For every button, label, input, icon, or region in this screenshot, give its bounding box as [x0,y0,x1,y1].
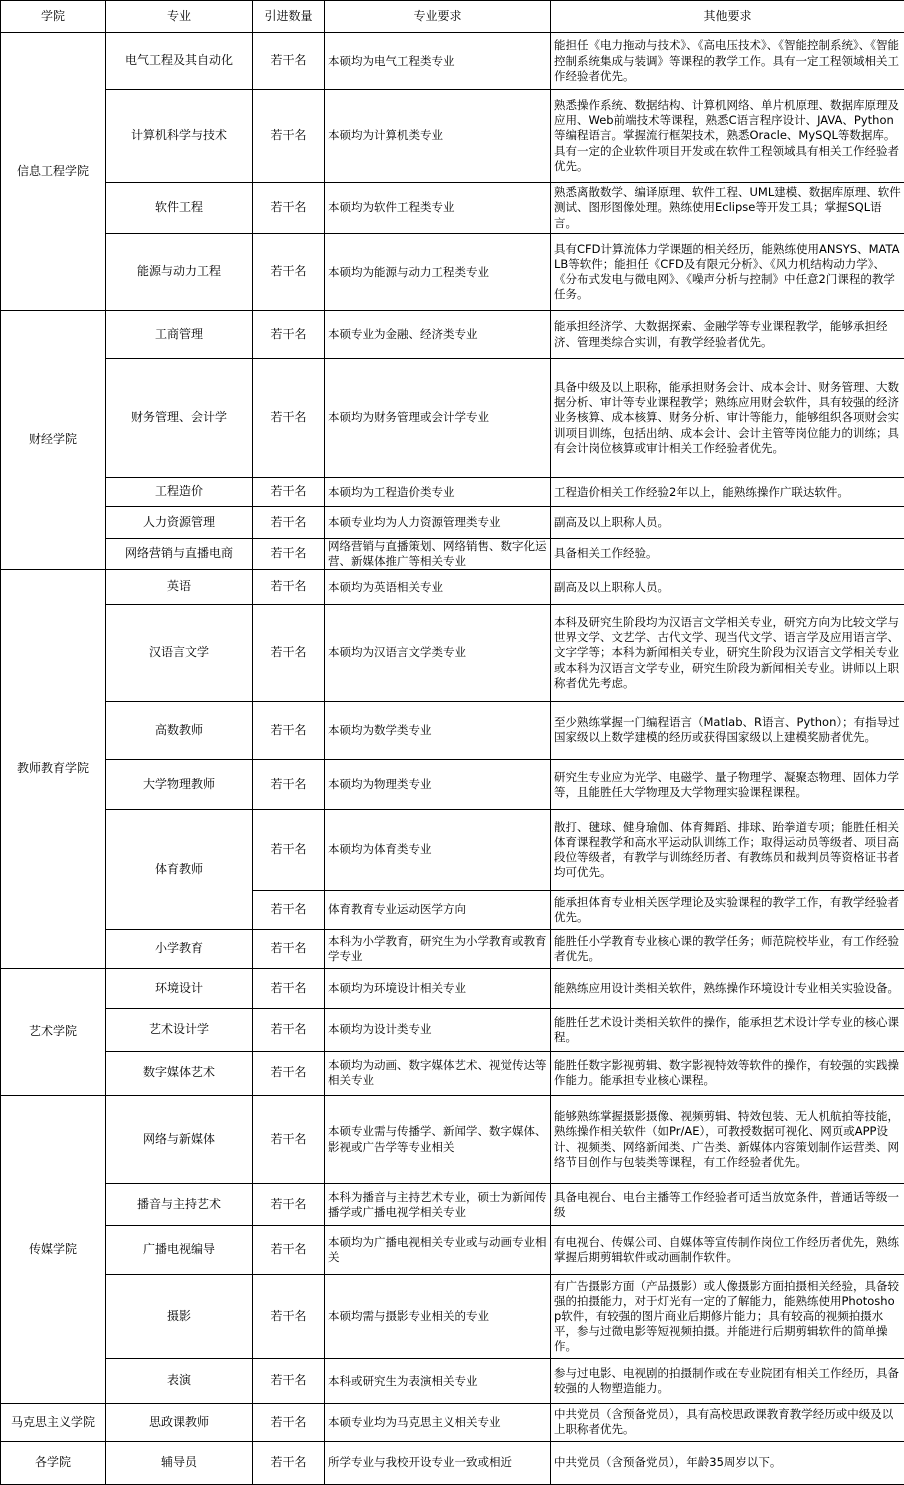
table-row [1,1051,904,1095]
count-cell: 若干名 [253,478,325,507]
table-row [1,1226,904,1274]
header-major-requirement: 专业要求 [325,1,551,33]
table-row [1,570,904,605]
major-requirement-cell: 所学专业与我校开设专业一致或相近 [325,1441,551,1484]
major-requirement-cell: 本硕专业为金融、经济类专业 [325,311,551,358]
other-requirement-cell: 至少熟练掌握一门编程语言（Matlab、R语言、Python）；有指导过国家级以上数学建模的经历或获得国家级以上建模奖励者优先。 [551,701,904,759]
major-cell: 英语 [106,570,253,605]
major-cell: 体育教师 [106,810,253,930]
count-cell: 若干名 [253,810,325,890]
count-cell: 若干名 [253,1009,325,1051]
header-other-requirement: 其他要求 [551,1,904,33]
table-row [1,182,904,233]
major-requirement-cell: 本硕均为英语相关专业 [325,570,551,605]
major-cell: 摄影 [106,1274,253,1358]
header-row [1,1,904,33]
other-requirement-cell: 能胜任数字影视剪辑、数字影视特效等软件的操作，有较强的实践操作能力。能承担专业核心课程。 [551,1051,904,1095]
major-requirement-cell: 本硕均为工程造价类专业 [325,478,551,507]
table-row [1,478,904,507]
other-requirement-cell: 有电视台、传媒公司、自媒体等宣传制作岗位工作经历者优先，熟练掌握后期剪辑软件或动画制作软件。 [551,1226,904,1274]
major-requirement-cell: 本硕均为数学类专业 [325,701,551,759]
table-body [1,33,904,1485]
major-cell: 广播电视编导 [106,1226,253,1274]
count-cell: 若干名 [253,969,325,1009]
count-cell: 若干名 [253,507,325,538]
major-requirement-cell: 网络营销与直播策划、网络销售、数字化运营、新媒体推广等相关专业 [325,538,551,570]
count-cell: 若干名 [253,929,325,968]
other-requirement-cell: 具备中级及以上职称，能承担财务会计、成本会计、财务管理、大数据分析、审计等专业课程教学；熟练应用财会软件，具有较强的经济业务核算、成本核算、财务分析、审计等能力，能够组织各项财会实训项目训练，包括出纳、成本会计、会计主管等岗位能力的训练；具有会计岗位核算或审计相关工作经验者优先。 [551,358,904,478]
major-requirement-cell: 本硕均为广播电视相关专业或与动画专业相关 [325,1226,551,1274]
table-row [1,969,904,1009]
table-row [1,810,904,890]
major-cell: 辅导员 [106,1441,253,1484]
major-requirement-cell: 本硕专业需与传播学、新闻学、数字媒体、影视或广告学等专业相关 [325,1095,551,1183]
count-cell: 若干名 [253,1274,325,1358]
table-row [1,1095,904,1183]
other-requirement-cell: 参与过电影、电视剧的拍摄制作或在专业院团有相关工作经历，具备较强的人物塑造能力。 [551,1359,904,1404]
major-requirement-cell: 本硕均为体育类专业 [325,810,551,890]
major-requirement-cell: 本科为播音与主持艺术专业，硕士为新闻传播学或广播电视学相关专业 [325,1184,551,1226]
major-requirement-cell: 本硕均为能源与动力工程类专业 [325,234,551,311]
major-requirement-cell: 本硕均为汉语言文学类专业 [325,605,551,702]
table-row [1,929,904,968]
major-cell: 高数教师 [106,701,253,759]
major-requirement-cell: 本硕专业均为人力资源管理类专业 [325,507,551,538]
other-requirement-cell: 能承担经济学、大数据探索、金融学等专业课程教学，能够承担经济、管理类综合实训，有教学经验者优先。 [551,311,904,358]
table-row [1,1404,904,1441]
college-cell: 各学院 [1,1441,106,1484]
count-cell: 若干名 [253,182,325,233]
major-cell: 播音与主持艺术 [106,1184,253,1226]
table-row [1,1441,904,1484]
count-cell: 若干名 [253,760,325,810]
table-row [1,507,904,538]
table-row [1,538,904,570]
count-cell: 若干名 [253,1095,325,1183]
count-cell: 若干名 [253,358,325,478]
major-requirement-cell: 本硕均为设计类专业 [325,1009,551,1051]
major-cell: 计算机科学与技术 [106,90,253,182]
college-cell: 艺术学院 [1,969,106,1096]
major-cell: 数字媒体艺术 [106,1051,253,1095]
college-cell: 财经学院 [1,311,106,570]
table-row [1,701,904,759]
other-requirement-cell: 熟悉离散数学、编译原理、软件工程、UML建模、数据库原理、软件测试、图形图像处理。熟练使用Eclipse等开发工具；掌握SQL语言。 [551,182,904,233]
other-requirement-cell: 副高及以上职称人员。 [551,570,904,605]
other-requirement-cell: 能承担体育专业相关医学理论及实验课程的教学工作，有教学经验者优先。 [551,890,904,929]
other-requirement-cell: 有广告摄影方面（产品摄影）或人像摄影方面拍摄相关经验，具备较强的拍摄能力，对于灯光有一定的了解能力，能熟练使用Photoshop软件，有较强的图片商业后期修片能力；具有较高的视频拍摄水平，参与过微电影等短视频拍摄。并能进行后期剪辑软件的简单操作。 [551,1274,904,1358]
count-cell: 若干名 [253,538,325,570]
major-cell: 人力资源管理 [106,507,253,538]
table-row [1,90,904,182]
major-cell: 财务管理、会计学 [106,358,253,478]
count-cell: 若干名 [253,605,325,702]
major-requirement-cell: 本硕专业均为马克思主义相关专业 [325,1404,551,1441]
major-cell: 工程造价 [106,478,253,507]
other-requirement-cell: 本科及研究生阶段均为汉语言文学相关专业，研究方向为比较文学与世界文学、文艺学、古代文学、现当代文学、语言学及应用语言学、文字学等；本科为新闻相关专业，研究生阶段为汉语言文学相关专业或本科为汉语言文学专业，研究生阶段为新闻相关专业。讲师以上职称者优先考虑。 [551,605,904,702]
college-cell: 教师教育学院 [1,570,106,969]
major-cell: 网络与新媒体 [106,1095,253,1183]
major-cell: 小学教育 [106,929,253,968]
major-requirement-cell: 本硕均需与摄影专业相关的专业 [325,1274,551,1358]
count-cell: 若干名 [253,1226,325,1274]
table-row [1,760,904,810]
header-college: 学院 [1,1,106,33]
count-cell: 若干名 [253,311,325,358]
major-requirement-cell: 本科或研究生为表演相关专业 [325,1359,551,1404]
other-requirement-cell: 能胜任艺术设计类相关软件的操作，能承担艺术设计学专业的核心课程。 [551,1009,904,1051]
other-requirement-cell: 研究生专业应为光学、电磁学、量子物理学、凝聚态物理、固体力学等，且能胜任大学物理及大学物理实验课程课程。 [551,760,904,810]
table-row [1,33,904,90]
other-requirement-cell: 副高及以上职称人员。 [551,507,904,538]
count-cell: 若干名 [253,90,325,182]
major-cell: 电气工程及其自动化 [106,33,253,90]
table-row [1,1009,904,1051]
major-requirement-cell: 本硕均为财务管理或会计学专业 [325,358,551,478]
count-cell: 若干名 [253,1184,325,1226]
count-cell: 若干名 [253,1404,325,1441]
other-requirement-cell: 熟悉操作系统、数据结构、计算机网络、单片机原理、数据库原理及应用、Web前端技术等课程，熟悉C语言程序设计、JAVA、Python等编程语言。掌握流行框架技术，熟悉Oracle、MySQL等数据库。具有一定的企业软件项目开发或在软件工程领域具有相关工作经验者优先。 [551,90,904,182]
major-cell: 工商管理 [106,311,253,358]
other-requirement-cell: 散打、毽球、健身瑜伽、体育舞蹈、排球、跆拳道专项；能胜任相关体育课程教学和高水平运动队训练工作；取得运动员等级者、项目高段位等级者，有教学与训练经历者、有教练员和裁判员等资格证书者均可优先。 [551,810,904,890]
major-requirement-cell: 体育教育专业运动医学方向 [325,890,551,929]
table-row [1,311,904,358]
count-cell: 若干名 [253,1051,325,1095]
other-requirement-cell: 中共党员（含预备党员），具有高校思政课教育教学经历或中级及以上职称者优先。 [551,1404,904,1441]
major-cell: 汉语言文学 [106,605,253,702]
other-requirement-cell: 能胜任小学教育专业核心课的教学任务；师范院校毕业，有工作经验者优先。 [551,929,904,968]
major-cell: 思政课教师 [106,1404,253,1441]
other-requirement-cell: 能熟练应用设计类相关软件，熟练操作环境设计专业相关实验设备。 [551,969,904,1009]
header-count: 引进数量 [253,1,325,33]
other-requirement-cell: 具有CFD计算流体力学课题的相关经历，能熟练使用ANSYS、MATALB等软件；能担任《CFD及有限元分析》、《风力机结构动力学》、《分布式发电与微电网》、《噪声分析与控制》中任意2门课程的教学任务。 [551,234,904,311]
major-cell: 表演 [106,1359,253,1404]
college-cell: 信息工程学院 [1,33,106,311]
count-cell: 若干名 [253,1441,325,1484]
table-row [1,1184,904,1226]
major-requirement-cell: 本硕均为电气工程类专业 [325,33,551,90]
major-requirement-cell: 本硕均为物理类专业 [325,760,551,810]
major-requirement-cell: 本硕均为动画、数字媒体艺术、视觉传达等相关专业 [325,1051,551,1095]
college-cell: 传媒学院 [1,1095,106,1404]
table-row [1,358,904,478]
count-cell: 若干名 [253,701,325,759]
count-cell: 若干名 [253,33,325,90]
count-cell: 若干名 [253,570,325,605]
major-cell: 能源与动力工程 [106,234,253,311]
major-requirement-cell: 本硕均为软件工程类专业 [325,182,551,233]
other-requirement-cell: 中共党员（含预备党员），年龄35周岁以下。 [551,1441,904,1484]
table-row [1,605,904,702]
table-row [1,1359,904,1404]
other-requirement-cell: 具备相关工作经验。 [551,538,904,570]
major-cell: 网络营销与直播电商 [106,538,253,570]
major-cell: 环境设计 [106,969,253,1009]
count-cell: 若干名 [253,1359,325,1404]
other-requirement-cell: 能担任《电力拖动与技术》、《高电压技术》、《智能控制系统》、《智能控制系统集成与装调》等课程的教学工作。具有一定工程领域相关工作经验者优先。 [551,33,904,90]
other-requirement-cell: 能够熟练掌握摄影摄像、视频剪辑、特效包装、无人机航拍等技能，熟练操作相关软件（如Pr/AE），可教授数据可视化、网页或APP设计、视频类、网络新闻类、广告类、新媒体内容策划制作运营类、网络节目创作与包装类等课程，有工作经验者优先。 [551,1095,904,1183]
other-requirement-cell: 具备电视台、电台主播等工作经验者可适当放宽条件，普通话等级一级 [551,1184,904,1226]
college-cell: 马克思主义学院 [1,1404,106,1441]
count-cell: 若干名 [253,234,325,311]
major-cell: 软件工程 [106,182,253,233]
table-row [1,234,904,311]
other-requirement-cell: 工程造价相关工作经验2年以上，能熟练操作广联达软件。 [551,478,904,507]
major-requirement-cell: 本科为小学教育，研究生为小学教育或教育学专业 [325,929,551,968]
major-requirement-cell: 本硕均为计算机类专业 [325,90,551,182]
major-requirement-cell: 本硕均为环境设计相关专业 [325,969,551,1009]
major-cell: 艺术设计学 [106,1009,253,1051]
major-cell: 大学物理教师 [106,760,253,810]
table-row [1,1274,904,1358]
header-major: 专业 [106,1,253,33]
count-cell: 若干名 [253,890,325,929]
